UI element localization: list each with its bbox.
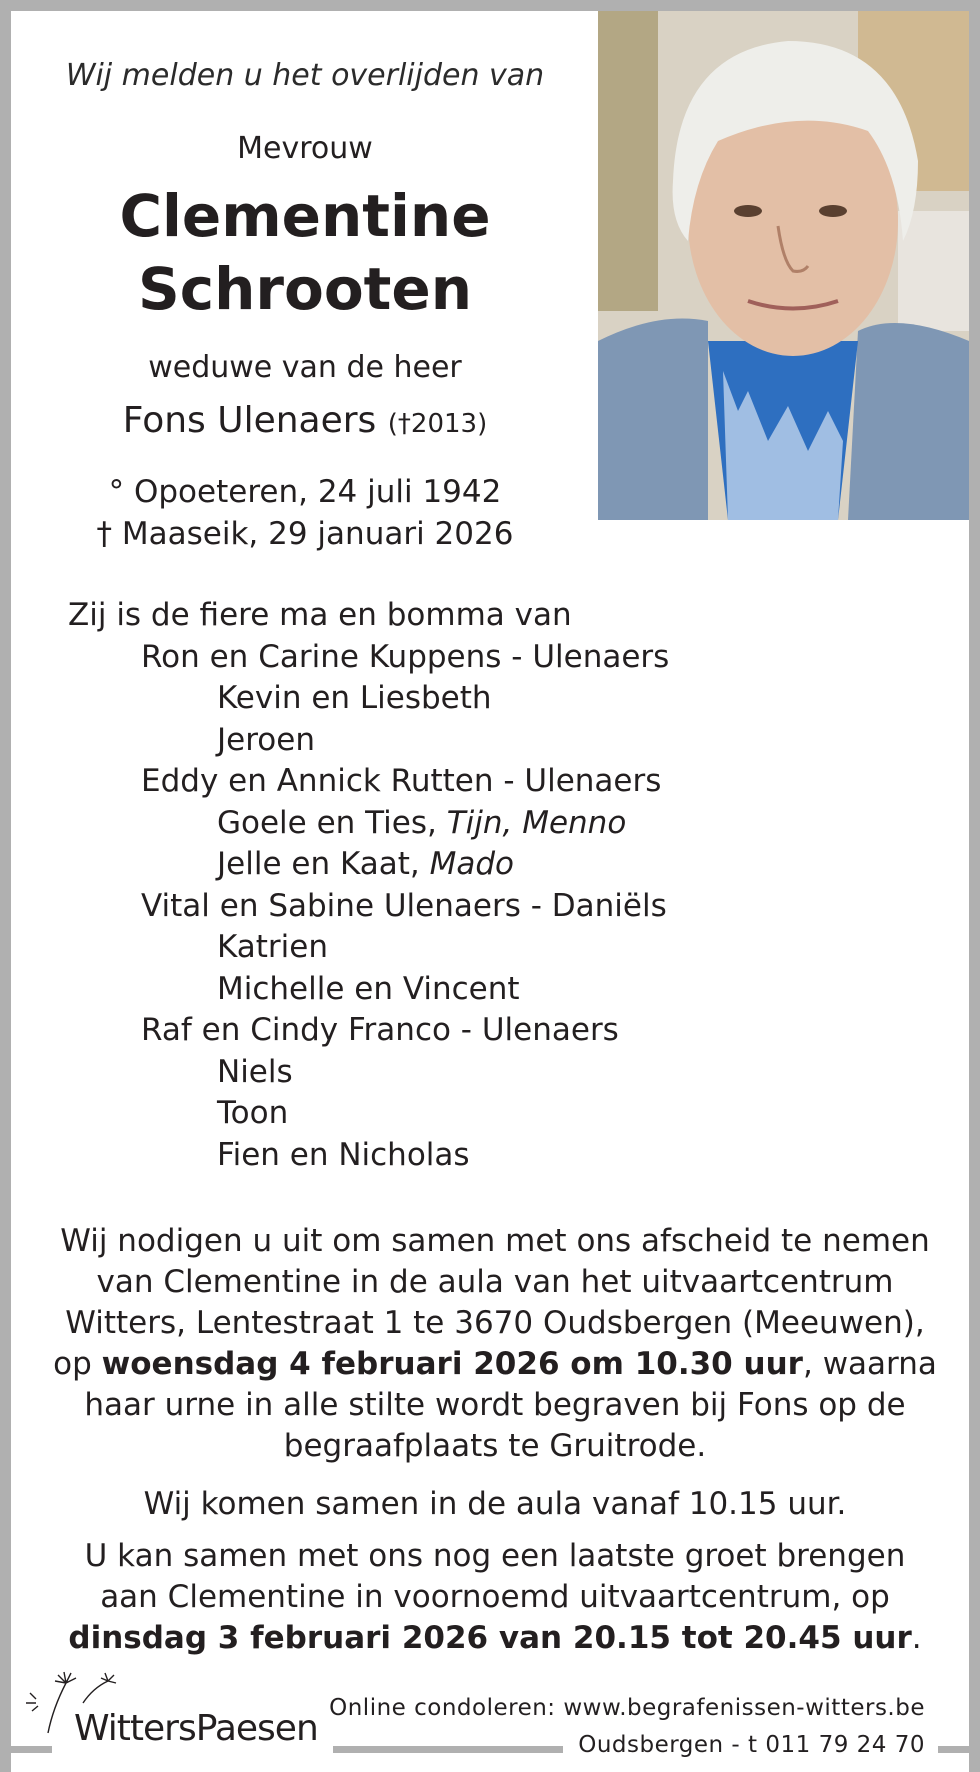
family-row: Toon [217,1095,289,1131]
family-row: Eddy en Annick Rutten - Ulenaers [141,763,662,799]
family-row: Jeroen [217,722,315,758]
ceremony-paragraph: Wij nodigen u uit om samen met ons afscheid te nemen van Clementine in de aula van het uitvaartcentrum Witters, Lentestraat 1 te 3670 Oudsbergen (Meeuwen), op woensdag 4 februari 2026 om 10.30 uur, waarna haar urne in alle stilte wordt begraven bij Fons op de begraafplaats te Gruitrode. [53,1223,937,1464]
death-line: † Maaseik, 29 januari 2026 [96,516,514,552]
spouse [20,400,590,441]
contact-address: Oudsbergen - t 011 79 24 70 [578,1732,925,1758]
deceased-name [20,180,590,326]
family-row: Raf en Cindy Franco - Ulenaers [141,1012,619,1048]
spouse-name: Fons Ulenaers [122,400,377,441]
family-row: Michelle en Vincent [217,971,520,1007]
frame-top [0,0,980,11]
salutation: Mevrouw [237,131,373,166]
announcement-intro: Wij melden u het overlijden van [65,58,545,93]
family-row: Goele en Ties, Tijn, Menno [217,805,627,841]
frame-right [969,0,980,1772]
family-row: Jelle en Kaat, Mado [217,846,514,882]
family-row: Vital en Sabine Ulenaers - Daniëls [141,888,667,924]
family-row: Katrien [217,929,329,965]
funeral-home-logo-text: WittersPaesen [74,1708,318,1749]
frame-bottom-end [938,1746,980,1753]
portrait-photo [598,11,969,520]
online-condolence: Online condoleren: www.begrafenissen-witters.be [329,1695,925,1721]
family-row: Kevin en Liesbeth [217,680,492,716]
first-name: Clementine [119,182,491,250]
widow-line: weduwe van de heer [148,350,462,385]
visit-paragraph: U kan samen met ons nog een laatste groet brengen aan Clementine in voornoemd uitvaartcentrum, op dinsdag 3 februari 2026 van 20.15 tot 20.45 uur. [68,1538,922,1656]
frame-bottom-right [333,1746,563,1753]
last-name: Schrooten [137,255,473,323]
frame-left [0,0,11,1772]
gathering-line: Wij komen samen in de aula vanaf 10.15 uur. [143,1486,847,1522]
spouse-death-year: (†2013) [387,409,488,439]
family-row: Niels [217,1054,293,1090]
family-intro: Zij is de fiere ma en bomma van [68,597,572,633]
birth-line: ° Opoeteren, 24 juli 1942 [108,474,502,510]
family-row: Ron en Carine Kuppens - Ulenaers [141,639,670,675]
family-row: Fien en Nicholas [217,1137,470,1173]
